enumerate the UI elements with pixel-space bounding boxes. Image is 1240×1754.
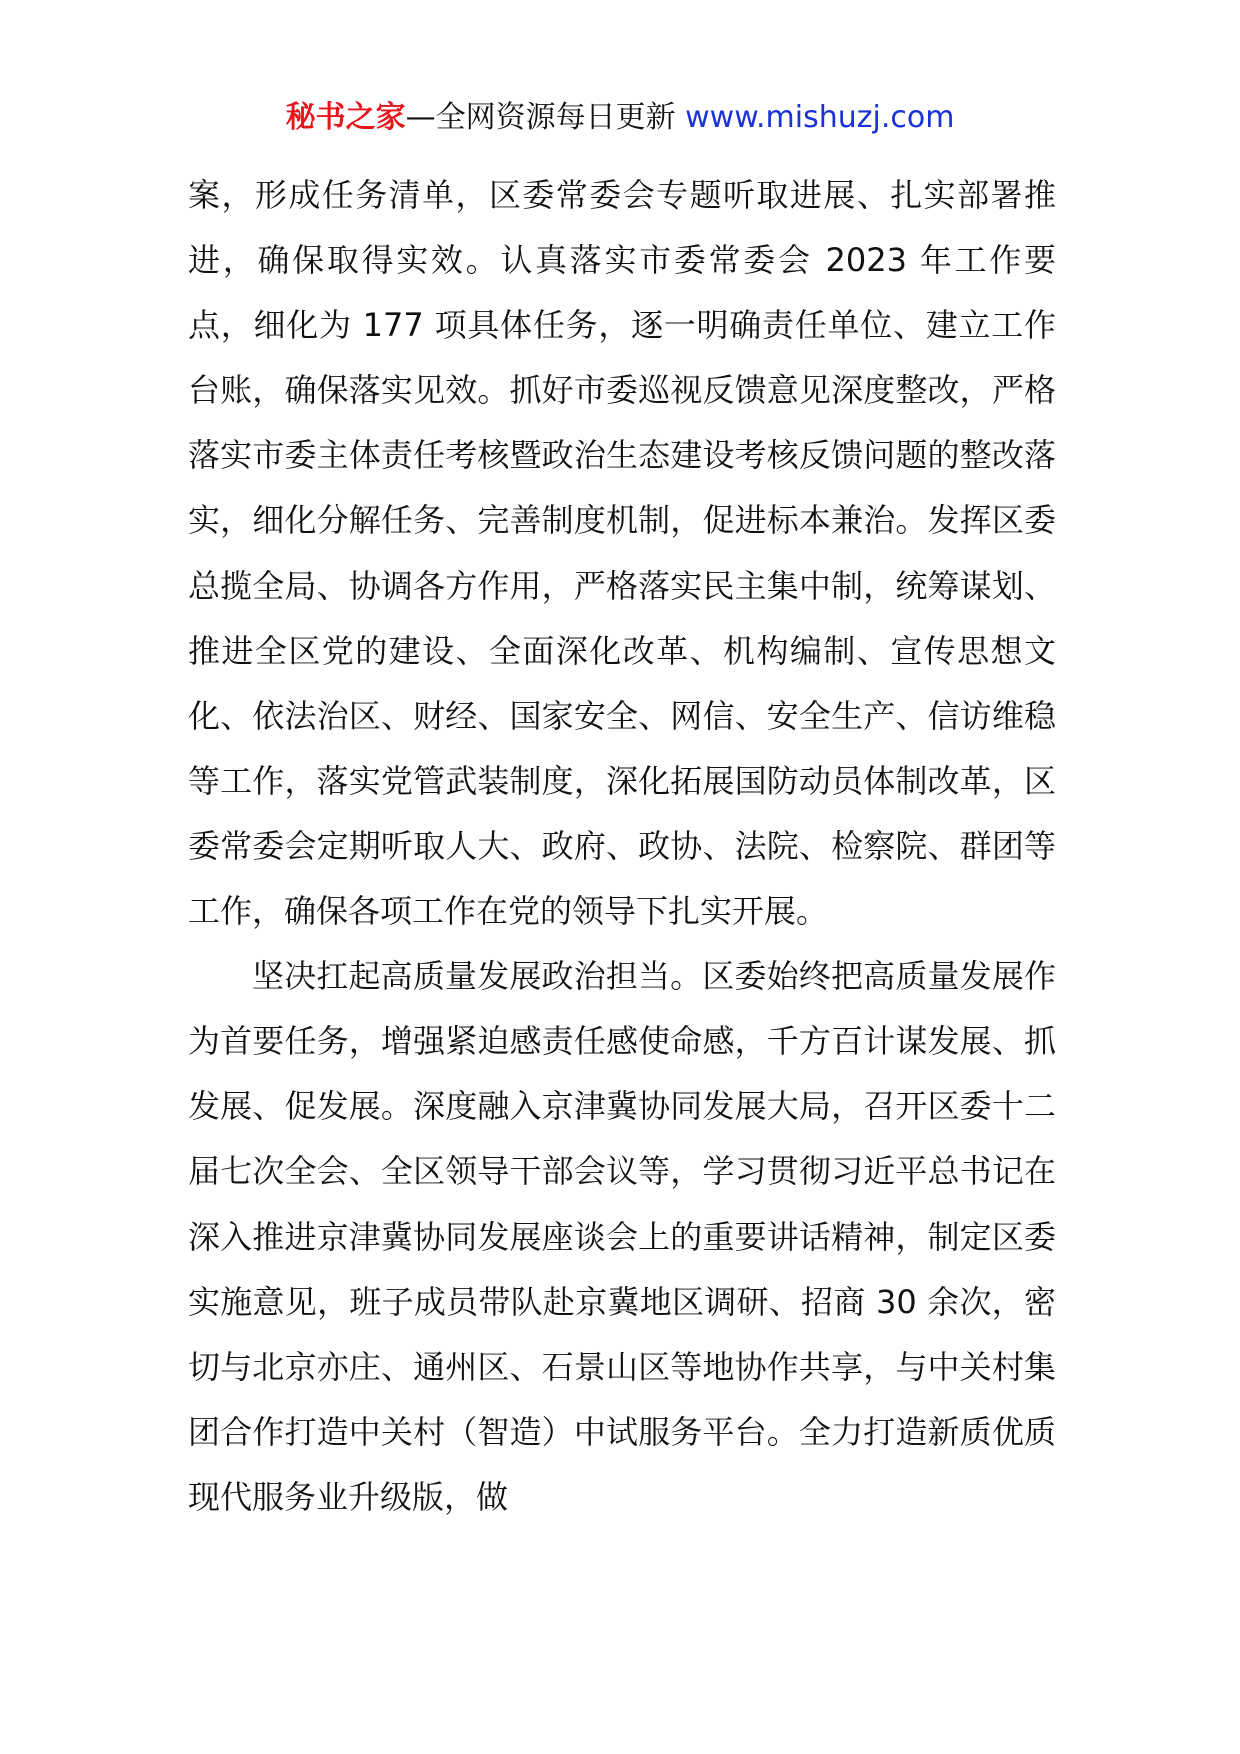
header-tagline: —全网资源每日更新 [405, 100, 676, 135]
document-body [188, 163, 1056, 1530]
brand-name: 秘书之家 [285, 100, 406, 135]
site-header [0, 98, 1240, 138]
paragraph: 案，形成任务清单，区委常委会专题听取进展、扎实部署推进，确保取得实效。认真落实市委常委会 2023 年工作要点，细化为 177 项具体任务，逐一明确责任单位、建立工作台账，确保落实见效。抓好市委巡视反馈意见深度整改，严格落实市委主体责任考核暨政治生态建设考核反馈问题的整改落实，细化分解任务、完善制度机制，促进标本兼治。发挥区委总揽全局、协调各方作用，严格落实民主集中制，统筹谋划、推进全区党的建设、全面深化改革、机构编制、宣传思想文化、依法治区、财经、国家安全、网信、安全生产、信访维稳等工作，落实党管武装制度，深化拓展国防动员体制改革，区委常委会定期听取人大、政府、政协、法院、检察院、群团等工作，确保各项工作在党的领导下扎实开展。 [188, 176, 1056, 931]
site-url-link[interactable]: www.mishuzj.com [685, 100, 955, 135]
paragraph: 坚决扛起高质量发展政治担当。区委始终把高质量发展作为首要任务，增强紧迫感责任感使命感，千方百计谋发展、抓发展、促发展。深度融入京津冀协同发展大局，召开区委十二届七次全会、全区领导干部会议等，学习贯彻习近平总书记在深入推进京津冀协同发展座谈会上的重要讲话精神，制定区委实施意见，班子成员带队赴京冀地区调研、招商 30 余次，密切与北京亦庄、通州区、石景山区等地协作共享，与中关村集团合作打造中关村（智造）中试服务平台。全力打造新质优质现代服务业升级版，做 [188, 957, 1056, 1516]
